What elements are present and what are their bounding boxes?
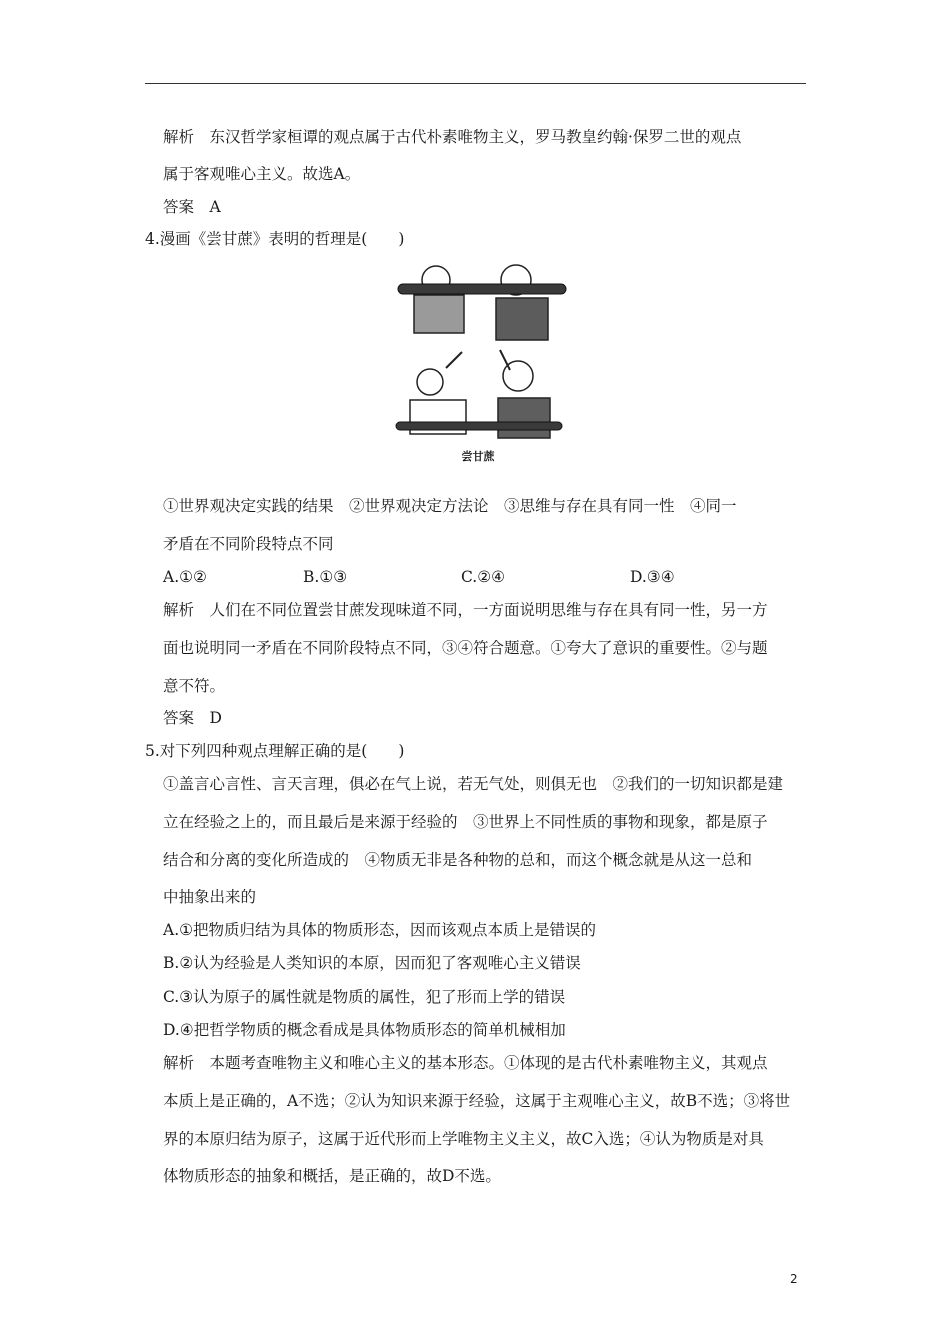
q4-option-c: C.②④	[461, 568, 506, 586]
q5-option-d: D.④把哲学物质的概念看成是具体物质形态的简单机械相加	[163, 1021, 566, 1039]
q4-stem: 4.漫画《尝甘蔗》表明的哲理是( )	[145, 230, 405, 248]
q3-analysis-line-1: 解析 东汉哲学家桓谭的观点属于古代朴素唯物主义，罗马教皇约翰·保罗二世的观点	[163, 128, 742, 146]
q4-statements-line-1: ①世界观决定实践的结果 ②世界观决定方法论 ③思维与存在具有同一性 ④同一	[163, 497, 737, 515]
q5-analysis-line-2: 本质上是正确的，A不选；②认为知识来源于经验，这属于主观唯心主义，故B不选；③将世	[163, 1092, 791, 1110]
q3-analysis-line-2: 属于客观唯心主义。故选A。	[163, 165, 361, 183]
cartoon-tasting-sugarcane	[388, 258, 568, 468]
q4-option-b: B.①③	[303, 568, 348, 586]
q4-analysis-line-2: 面也说明同一矛盾在不同阶段特点不同，③④符合题意。①夸大了意识的重要性。②与题	[163, 639, 768, 657]
q5-analysis-line-4: 体物质形态的抽象和概括，是正确的，故D不选。	[163, 1167, 501, 1185]
q4-analysis-line-3: 意不符。	[163, 677, 226, 695]
cartoon-caption: 尝甘蔗	[461, 450, 495, 463]
q5-option-b: B.②认为经验是人类知识的本原，因而犯了客观唯心主义错误	[163, 954, 581, 972]
header-rule	[145, 83, 806, 84]
q4-option-a: A.①②	[163, 568, 207, 586]
q4-option-d: D.③④	[630, 568, 675, 586]
q5-statements-line-3: 结合和分离的变化所造成的 ④物质无非是各种物的总和，而这个概念就是从这一总和	[163, 851, 753, 869]
page-number: 2	[790, 1272, 798, 1286]
cartoon-drawing	[388, 258, 568, 448]
q4-statements-line-2: 矛盾在不同阶段特点不同	[163, 535, 334, 553]
q5-statements-line-4: 中抽象出来的	[163, 888, 257, 906]
q4-analysis-line-1: 解析 人们在不同位置尝甘蔗发现味道不同，一方面说明思维与存在具有同一性，另一方	[163, 601, 768, 619]
q5-statements-line-2: 立在经验之上的，而且最后是来源于经验的 ③世界上不同性质的事物和现象，都是原子	[163, 813, 768, 831]
q5-stem: 5.对下列四种观点理解正确的是( )	[145, 742, 405, 760]
q5-option-a: A.①把物质归结为具体的物质形态，因而该观点本质上是错误的	[163, 921, 597, 939]
q5-analysis-line-1: 解析 本题考查唯物主义和唯心主义的基本形态。①体现的是古代朴素唯物主义，其观点	[163, 1054, 768, 1072]
q4-answer: 答案 D	[163, 709, 222, 727]
q5-statements-line-1: ①盖言心言性、言天言理，俱必在气上说，若无气处，则俱无也 ②我们的一切知识都是建	[163, 775, 784, 793]
q5-option-c: C.③认为原子的属性就是物质的属性，犯了形而上学的错误	[163, 988, 566, 1006]
q3-answer: 答案 A	[163, 198, 221, 216]
q5-analysis-line-3: 界的本原归结为原子，这属于近代形而上学唯物主义主义，故C入选；④认为物质是对具	[163, 1130, 764, 1148]
